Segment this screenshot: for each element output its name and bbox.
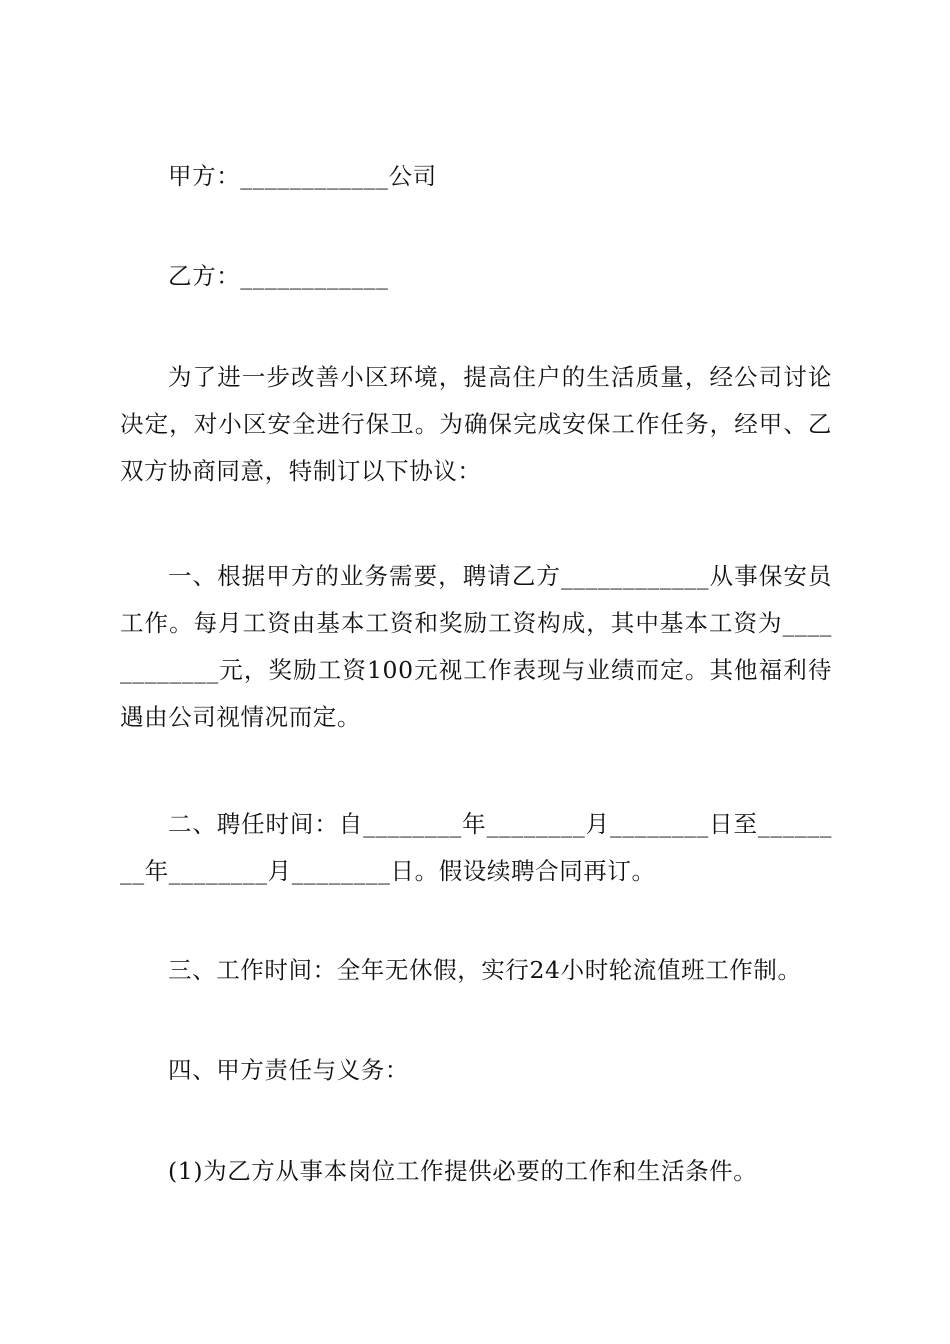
clause-4-heading: 四、甲方责任与义务： [168, 1056, 409, 1084]
clause-2-paragraph: 二、聘任时间：自________年________月________日至________年________月________日。假设续聘合同再订。 [120, 810, 832, 885]
party-b-line: 乙方：____________ [168, 262, 389, 290]
preamble-paragraph: 为了进一步改善小区环境，提高住户的生活质量，经公司讨论决定，对小区安全进行保卫。为确保完成安保工作任务，经甲、乙双方协商同意，特制订以下协议： [120, 363, 832, 485]
clause-1-paragraph: 一、根据甲方的业务需要，聘请乙方____________从事保安员工作。每月工资由基本工资和奖励工资构成，其中基本工资为____________元，奖励工资100元视工作表现与业绩而定。其他福利待遇由公司视情况而定。 [120, 562, 832, 731]
party-a-line: 甲方：____________公司 [168, 162, 437, 190]
clause-3-paragraph: 三、工作时间：全年无休假，实行24小时轮流值班工作制。 [168, 956, 802, 984]
clause-4-item-1: (1)为乙方从事本岗位工作提供必要的工作和生活条件。 [168, 1157, 758, 1185]
